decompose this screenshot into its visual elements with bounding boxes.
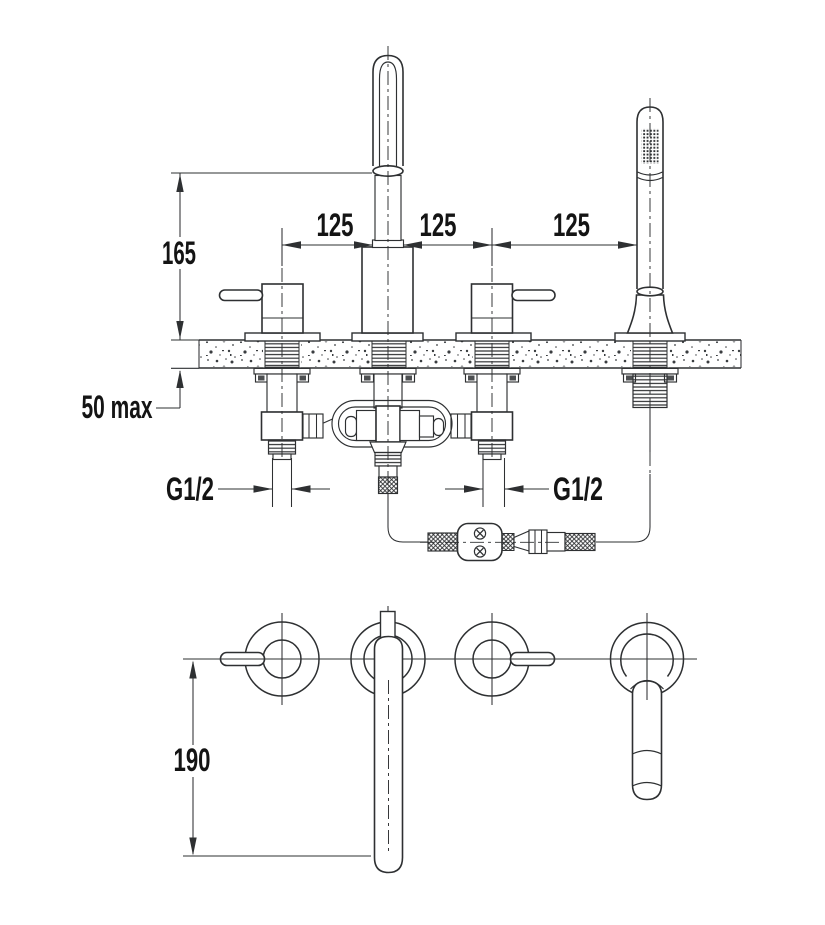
plan-dimensions — [174, 661, 372, 857]
plan-view — [174, 606, 698, 873]
left-lever — [220, 290, 263, 301]
right-lever — [512, 290, 555, 301]
dim-max-deck-thickness: 50 max — [81, 389, 153, 425]
dim-height-above-deck: 165 — [162, 235, 196, 271]
left-valve-handle — [220, 284, 321, 341]
dim-spout-projection: 190 — [173, 742, 211, 778]
dim-hole-spacing-2: 125 — [419, 207, 457, 243]
dim-hole-spacing-3: 125 — [553, 207, 590, 243]
spout-plan — [375, 612, 403, 873]
centre-mixer-body — [332, 368, 452, 493]
dim-hole-spacing-1: 125 — [316, 207, 354, 243]
dim-inlet-thread-left: G1/2 — [166, 471, 214, 507]
right-valve-handle — [456, 284, 555, 341]
left-valve-tail — [254, 368, 333, 459]
dim-inlet-thread-right: G1/2 — [553, 471, 603, 507]
elevation-view — [82, 46, 742, 561]
spout — [352, 56, 423, 342]
handshower-tail-and-hose — [596, 368, 678, 542]
right-valve-tail — [451, 368, 520, 459]
